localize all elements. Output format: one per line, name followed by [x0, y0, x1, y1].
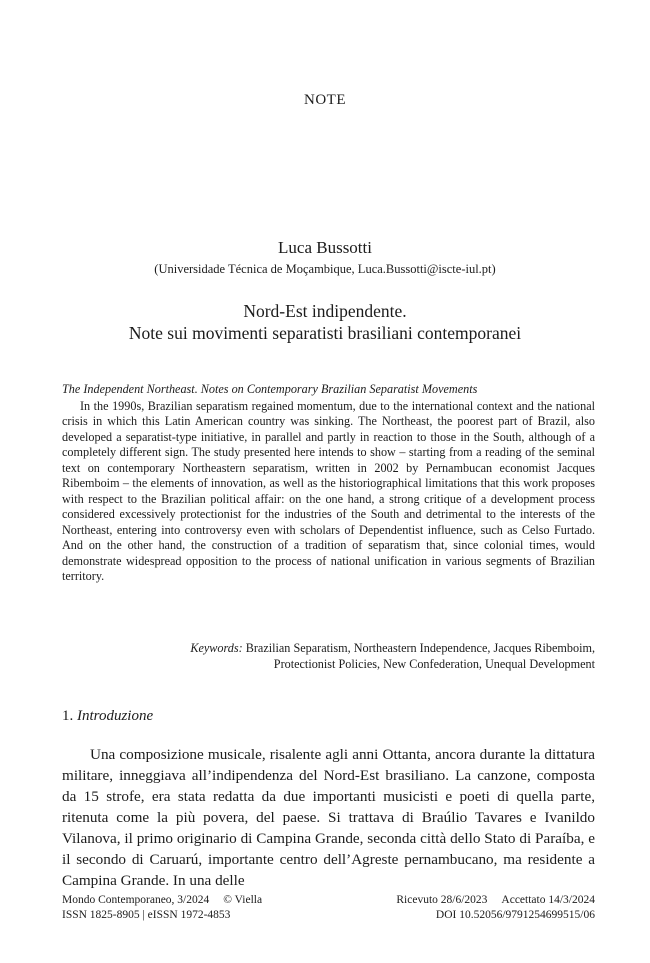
section-label: NOTE — [304, 92, 346, 108]
doi-info: DOI 10.52056/9791254699515/06 — [435, 909, 595, 921]
article-title-line-1: Nord-Est indipendente. — [243, 301, 407, 321]
section-number: 1. — [62, 708, 74, 724]
article-title-line-2: Note sui movimenti separatisti brasiliani contemporanei — [128, 323, 522, 343]
keywords-text-1: Brazilian Separatism, Northeastern Independence, Jacques Ribemboim, — [245, 641, 595, 655]
section-heading — [62, 708, 153, 725]
keywords — [62, 640, 595, 672]
author-affiliation: (Universidade Técnica de Moçambique, Luca.Bussotti@iscte-iul.pt) — [154, 262, 496, 276]
page-footer — [62, 893, 595, 923]
keywords-label: Keywords: — [190, 641, 243, 655]
abstract — [62, 382, 595, 585]
publisher-info: © Viella — [223, 894, 263, 906]
accepted-date: Accettato 14/3/2024 — [501, 894, 595, 906]
issn-info: ISSN 1825-8905 | eISSN 1972-4853 — [62, 909, 231, 921]
keywords-line-1 — [62, 640, 595, 656]
section-title: Introduzione — [77, 708, 154, 724]
author-name: Luca Bussotti — [278, 238, 372, 257]
abstract-text: In the 1990s, Brazilian separatism regained momentum, due to the international context and the national crisis in which this Latin American country was sinking. The Northeast, the poorest part of Brazil, also developed a separatist-type initiative, in parallel and partly in reaction to those in the South, although of a completely different sign. The study presented here intends to show – starting from a reading of the seminal text on contemporary Northeastern separatism, written in 2002 by Pernambucan economist Jacques Ribemboim – the elements of innovation, as well as the historiographical limitations that this work proposes with respect to the Brazilian political affair: on the one hand, a strong critique of a development process considered excessively protectionist for the industries of the South and detrimental to the interests of the Northeast, entering into controversy even with scholars of Dependentist influence, such as Celso Furtado. And on the other hand, the construction of a tradition of separatism that, since colonial times, would demonstrate widespread opposition to the process of national unification in various segments of Brazilian territory. — [62, 398, 595, 583]
received-date: Ricevuto 28/6/2023 — [396, 894, 488, 906]
article-title — [0, 300, 650, 344]
footer-row-1 — [62, 893, 595, 908]
body-paragraph: Una composizione musicale, risalente agli anni Ottanta, ancora durante la dittatura militare, inneggiava all’indipendenza del Nord-Est brasiliano. La canzone, composta da 15 strofe, era stata redatta da due importanti musicisti e poeti di quella parte, ritenuta come la più povera, del paese. Si trattava di Braúlio Tavares e Ivanildo Vilanova, il primo originario di Campina Grande, seconda città dello Stato di Paraíba, e il secondo di Caruarú, importante centro dell’Agreste pernambucano, ma residente a Campina Grande. In una delle — [62, 746, 595, 889]
footer-row-2 — [62, 908, 595, 923]
journal-info: Mondo Contemporaneo, 3/2024 — [62, 894, 210, 906]
keywords-line-2: Protectionist Policies, New Confederation, Unequal Development — [273, 657, 595, 671]
abstract-title: The Independent Northeast. Notes on Contemporary Brazilian Separatist Movements — [62, 382, 478, 396]
abstract-body — [62, 399, 595, 585]
